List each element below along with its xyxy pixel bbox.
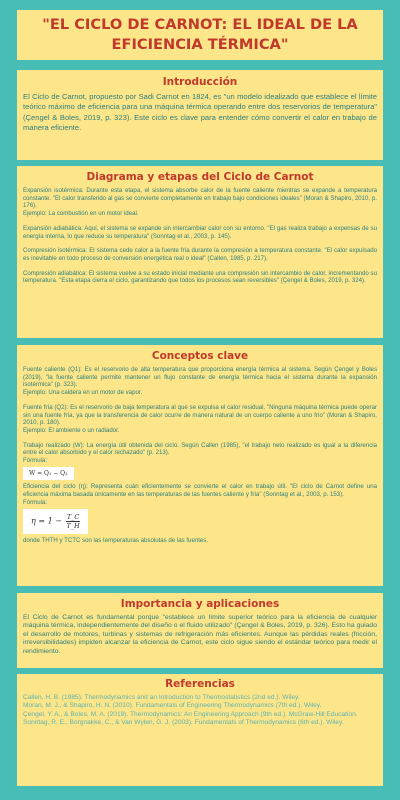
concept-cold-source: Fuente fría (Q2): Es el reservorio de baja temperatura al que se expulsa el calor residual. "Ninguna máquina térmica puede operar sin una fuente fría, ya que la transferencia de calor ocurre de manera natural de un cuerpo caliente a uno frío" (Moran & Shapiro, 2010, p. 180). (23, 403, 377, 427)
importance-section (17, 593, 383, 668)
references-heading: Referencias (165, 678, 235, 690)
temperature-note: donde THTH y TCTC son las temperaturas absolutas de las fuentes. (23, 536, 209, 544)
efficiency-formula-box (23, 509, 88, 534)
efficiency-formula-denominator: T_H (66, 521, 80, 530)
intro-section (17, 70, 383, 160)
stage-isothermal-expansion: Expansión isotérmica: Durante esta etapa, el sistema absorbe calor de la fuente caliente mientras se expande a temperatura constante. "El calor transferido al gas se convierte completamente en trabajo bajo condiciones ideales" (Moran & Shapiro, 2010, p. 176). (23, 187, 377, 210)
reference-item: Callen, H. B. (1985). Thermodynamics and an Introduction to Thermostatistics (2nd ed.). Wiley. (23, 694, 300, 701)
reference-item: Moran, M. J., & Shapiro, H. N. (2010). Fundamentals of Engineering Thermodynamics (7th ed.). Wiley. (23, 702, 322, 710)
references-section (17, 674, 383, 786)
stage-example: Ejemplo: La combustión en un motor ideal. (23, 210, 139, 218)
work-formula (23, 467, 377, 481)
stage-adiabatic-compression: Compresión adiabática: El sistema vuelve a su estado inicial mediante una compresión sin intercambio de calor, incrementando su temperatura. "Esta etapa cierra el ciclo, garantizando que todos los procesos sean reversibles" (Çengel & Boles, 2019, p. 324). (23, 269, 377, 285)
work-formula-box: W = Q₁ − Q₂ (23, 467, 74, 481)
concept-hot-source: Fuente caliente (Q1): Es el reservorio de alta temperatura que proporciona energía térmica al sistema. Según Çengel y Boles (2019), "la fuente caliente permite mantener un flujo constante de energía térmica hacia el sistema durante la expansión isotérmica" (p. 323). (23, 366, 377, 389)
efficiency-formula-label: Fórmula: (23, 498, 48, 506)
concept-work: Trabajo realizado (W): La energía útil obtenida del ciclo. Según Callen (1985), "el trabajo neto realizado es igual a la diferencia entre el calor absorbido y el calor rechazado" (p. 213). (23, 441, 377, 457)
title-banner (17, 10, 383, 60)
work-formula-label: Fórmula: (23, 457, 48, 465)
diagram-heading: Diagrama y etapas del Ciclo de Carnot (86, 171, 314, 183)
efficiency-formula-lhs: η = 1 − (31, 516, 62, 526)
intro-text: El Ciclo de Carnot, propuesto por Sadi Carnot en 1824, es "un modelo idealizado que establece el límite teórico máximo de eficiencia para una máquina térmica operando entre dos reservorios de temperatura" (Çengel & Boles, 2019, p. 323). Este ciclo es clave para entender cómo convertir el calor en trabajo de manera eficiente. (23, 92, 377, 132)
stage-isothermal-compression: Compresión isotérmica: El sistema cede calor a la fuente fría durante la compresión a temperatura constante. "El calor expulsado es inevitable en todo proceso de conversión energética real o ideal" (Callen, 1985, p. 217). (23, 247, 377, 262)
importance-heading: Importancia y aplicaciones (120, 598, 280, 610)
concept-efficiency: Eficiencia del ciclo (η): Representa cuán eficientemente se convierte el calor en trabajo útil. "El ciclo de Carnot define una eficiencia máxima basada únicamente en las temperaturas de las fuentes caliente y fría" (Sonntag et al., 2003, p. 153). (23, 483, 377, 499)
page-title: "EL CICLO DE CARNOT: EL IDEAL DE LA EFICIENCIA TÉRMICA" (42, 16, 358, 53)
concept-cold-example: Ejemplo: El ambiente o un radiador. (23, 426, 120, 434)
reference-item: Çengel, Y. A., & Boles, M. A. (2019). Thermodynamics: An Engineering Approach (9th ed.). McGraw-Hill Education. (23, 710, 358, 718)
stage-adiabatic-expansion: Expansión adiabática: Aquí, el sistema se expande sin intercambiar calor con su entorno. "El gas realiza trabajo a expensas de su energía interna, lo que reduce su temperatura" (Sonntag et al., 2003, p. 145). (23, 224, 377, 240)
efficiency-formula (23, 509, 377, 534)
reference-item: Sonntag, R. E., Borgnakke, C., & Van Wylen, G. J. (2003). Fundamentals of Thermodynamics (6th ed.). Wiley. (23, 719, 344, 727)
concepts-section (17, 345, 383, 586)
intro-heading: Introducción (162, 76, 238, 88)
concept-hot-example: Ejemplo: Una caldera en un motor de vapor. (23, 389, 143, 397)
efficiency-formula-numerator: T_C (66, 512, 80, 521)
diagram-section (17, 166, 383, 338)
importance-text: El Ciclo de Carnot es fundamental porque "establece un límite superior teórico para la eficiencia de cualquier máquina térmica, independientemente del diseño o el fluido utilizado" (Çengel & Boles, 2019, p. 326). Esto ha guiado el desarrollo de motores, turbinas y sistemas de refrigeración más eficientes. Aunque las pérdidas reales (fricción, irreversibilidades) impiden alcanzar la eficiencia de Carnot, este ciclo sigue siendo el estándar teórico para medir el rendimiento. (23, 614, 377, 655)
concepts-heading: Conceptos clave (151, 350, 249, 362)
